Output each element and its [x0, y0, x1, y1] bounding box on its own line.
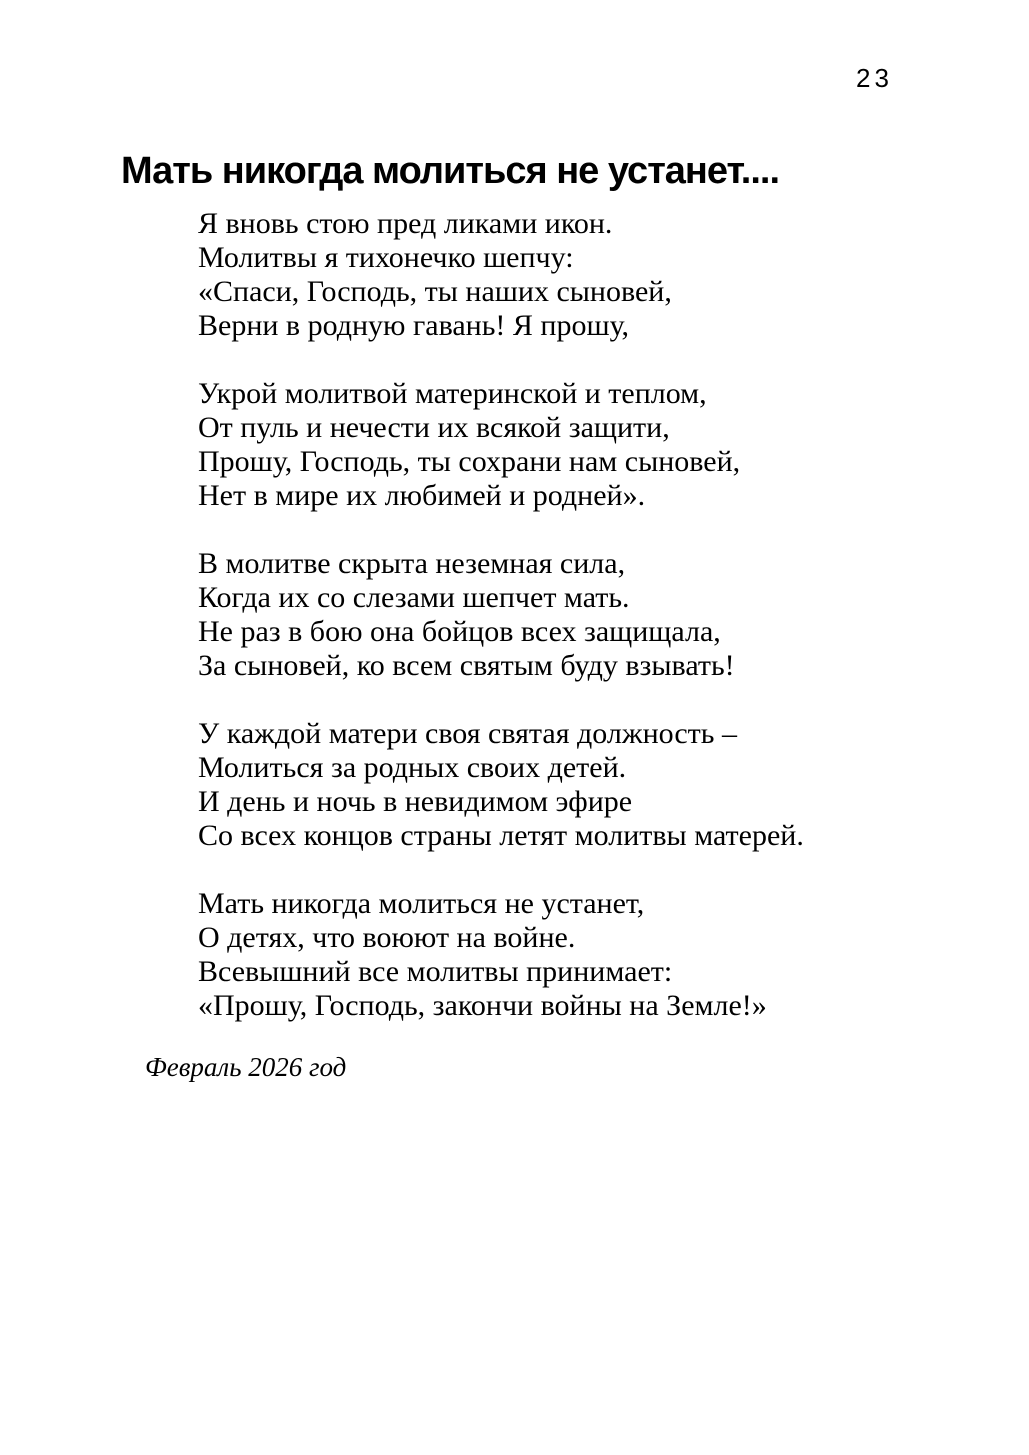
- poem-line: Прошу, Господь, ты сохрани нам сыновей,: [198, 445, 741, 478]
- poem-line: Верни в родную гавань! Я прошу,: [198, 309, 630, 342]
- stanza: [198, 887, 804, 1023]
- poem-line: Нет в мире их любимей и родней».: [198, 479, 646, 512]
- poem-line: Молитвы я тихонечко шепчу:: [198, 241, 574, 274]
- poem-line: У каждой матери своя святая должность –: [198, 717, 737, 750]
- poem-line: Со всех концов страны летят молитвы матерей.: [198, 819, 804, 852]
- poem-line: «Спаси, Господь, ты наших сыновей,: [198, 275, 672, 308]
- poem-line: За сыновей, ко всем святым буду взывать!: [198, 649, 735, 682]
- stanza: [198, 207, 804, 343]
- poem-line: Всевышний все молитвы принимает:: [198, 955, 673, 988]
- poem-line: Я вновь стою пред ликами икон.: [198, 207, 613, 240]
- stanza: [198, 717, 804, 853]
- poem-line: Укрой молитвой материнской и теплом,: [198, 377, 707, 410]
- poem-line: И день и ночь в невидимом эфире: [198, 785, 633, 818]
- poem-line: О детях, что воюют на войне.: [198, 921, 576, 954]
- poem-line: В молитве скрыта неземная сила,: [198, 547, 626, 580]
- poem: [198, 207, 804, 1057]
- poem-line: «Прошу, Господь, закончи войны на Земле!»: [198, 989, 767, 1022]
- page-number: 23: [856, 63, 893, 93]
- poem-line: От пуль и нечести их всякой защити,: [198, 411, 670, 444]
- page-title: Мать никогда молиться не устанет....: [121, 150, 780, 193]
- poem-line: Мать никогда молиться не устанет,: [198, 887, 645, 920]
- date-caption: Февраль 2026 год: [145, 1052, 347, 1082]
- poem-line: Не раз в бою она бойцов всех защищала,: [198, 615, 721, 648]
- poem-line: Молиться за родных своих детей.: [198, 751, 627, 784]
- poem-line: Когда их со слезами шепчет мать.: [198, 581, 630, 614]
- stanza: [198, 547, 804, 683]
- stanza: [198, 377, 804, 513]
